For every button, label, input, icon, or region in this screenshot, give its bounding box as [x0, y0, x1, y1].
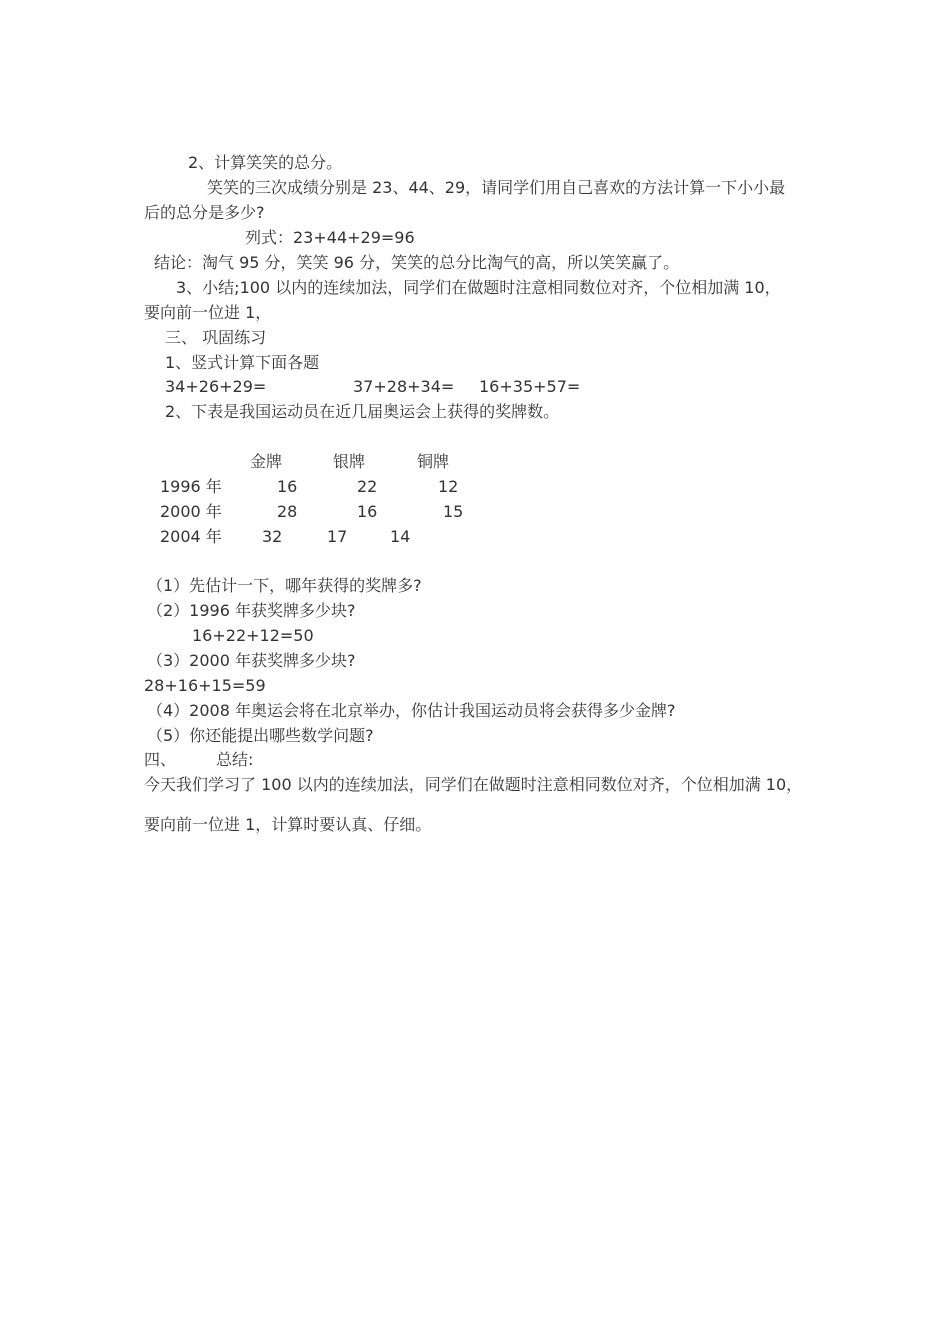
cell-gold: 28: [277, 502, 298, 521]
cell-silver: 22: [357, 477, 378, 496]
cell-gold: 16: [277, 477, 298, 496]
question-1: （1）先估计一下，哪年获得的奖牌多?: [147, 576, 422, 595]
header-bronze: 铜牌: [417, 452, 450, 471]
conclusion-text: 结论：淘气 95 分，笑笑 96 分，笑笑的总分比淘气的高，所以笑笑赢了。: [154, 253, 680, 272]
section-2-formula: 列式：23+44+29=96: [245, 228, 415, 247]
cell-bronze: 12: [438, 477, 459, 496]
summary-line2: 要向前一位进 1，计算时要认真、仔细。: [144, 815, 432, 834]
question-2: （2）1996 年获奖牌多少块?: [147, 601, 356, 620]
cell-silver: 17: [327, 527, 348, 546]
section-3-summary-line1: 3、小结;100 以内的连续加法，同学们在做题时注意相同数位对齐，个位相加满 10，: [176, 278, 781, 297]
cell-bronze: 14: [390, 527, 411, 546]
question-3: （3）2000 年获奖牌多少块?: [147, 651, 356, 670]
question-3-answer: 28+16+15=59: [144, 676, 266, 695]
exercise-1-question-1: 34+26+29=: [165, 377, 267, 396]
row-year: 2004 年: [160, 527, 222, 546]
cell-bronze: 15: [443, 502, 464, 521]
exercise-2-title: 2、下表是我国运动员在近几届奥运会上获得的奖牌数。: [165, 402, 560, 421]
header-silver: 银牌: [333, 452, 366, 471]
question-5: （5）你还能提出哪些数学问题?: [147, 726, 374, 745]
summary-line1: 今天我们学习了 100 以内的连续加法，同学们在做题时注意相同数位对齐，个位相加满 10，: [144, 775, 803, 794]
part-3-heading: 三、 巩固练习: [165, 328, 267, 347]
question-4: （4）2008 年奥运会将在北京举办，你估计我国运动员将会获得多少金牌?: [147, 701, 676, 720]
cell-gold: 32: [262, 527, 283, 546]
section-2-description-line2: 后的总分是多少?: [144, 203, 265, 222]
part-4-number: 四、: [144, 750, 177, 769]
section-2-description-line1: 笑笑的三次成绩分别是 23、44、29，请同学们用自己喜欢的方法计算一下小小最: [207, 178, 786, 197]
section-2-title: 2、计算笑笑的总分。: [188, 153, 343, 172]
row-year: 1996 年: [160, 477, 222, 496]
question-2-answer: 16+22+12=50: [192, 626, 314, 645]
cell-silver: 16: [357, 502, 378, 521]
exercise-1-question-3: 16+35+57=: [479, 377, 581, 396]
header-gold: 金牌: [250, 452, 283, 471]
section-3-summary-line2: 要向前一位进 1，: [144, 303, 272, 322]
row-year: 2000 年: [160, 502, 222, 521]
part-4-heading: 总结:: [216, 750, 254, 769]
exercise-1-title: 1、竖式计算下面各题: [165, 353, 320, 372]
exercise-1-question-2: 37+28+34=: [353, 377, 455, 396]
